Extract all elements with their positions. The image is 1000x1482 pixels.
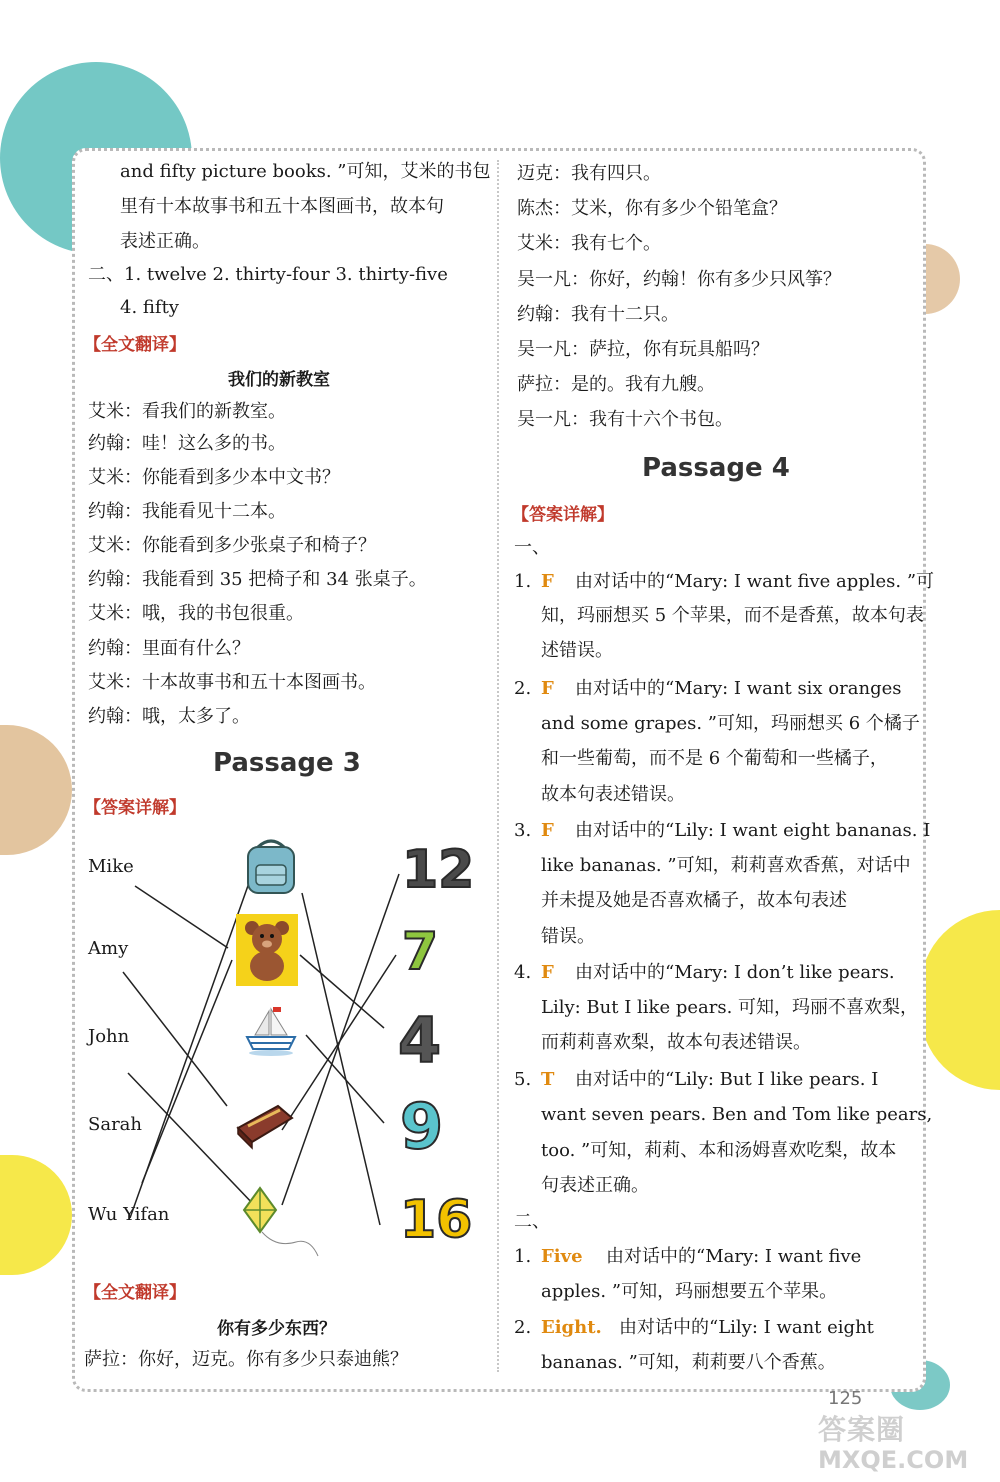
answer-mark: Five bbox=[541, 1246, 583, 1267]
dialog-line: 约翰：哇！这么多的书。 bbox=[88, 433, 286, 454]
dialog-line: 吴一凡：我有十六个书包。 bbox=[517, 409, 733, 430]
item-number: 4. bbox=[514, 962, 532, 983]
match-number: 4 bbox=[398, 1004, 442, 1077]
explanation-line: 由对话中的“Lily: But I like pears. I bbox=[575, 1069, 879, 1090]
answer-mark: T bbox=[541, 1069, 555, 1090]
explanation-line: 由对话中的“Mary: I want six oranges bbox=[575, 678, 902, 699]
watermark-logo: 答案圈 bbox=[818, 1413, 906, 1446]
dialog-line: 艾米：你能看到多少本中文书？ bbox=[88, 467, 340, 488]
section-tag-translation: 【全文翻译】 bbox=[84, 1283, 186, 1303]
explanation-line: 并未提及她是否喜欢橘子，故本句表述 bbox=[541, 890, 847, 911]
dialog-line: 萨拉：是的。我有九艘。 bbox=[517, 374, 715, 395]
match-name: John bbox=[88, 1026, 130, 1047]
explanation-line: Lily: But I like pears. 可知，玛丽不喜欢梨， bbox=[541, 997, 919, 1018]
dialog-line: 艾米：我有七个。 bbox=[517, 233, 661, 254]
passage-3-heading: Passage 3 bbox=[213, 748, 361, 778]
passage-4-heading: Passage 4 bbox=[642, 453, 790, 483]
answer-mark: F bbox=[541, 571, 554, 592]
dialog-line: 陈杰：艾米，你有多少个铅笔盒？ bbox=[517, 198, 787, 219]
toy-boat-icon bbox=[243, 1005, 299, 1057]
translation-title: 我们的新教室 bbox=[228, 370, 330, 390]
dialog-line: 约翰：我能看到 35 把椅子和 34 张桌子。 bbox=[88, 569, 427, 590]
part2-answers: 二、1. twelve 2. thirty-four 3. thirty-five bbox=[88, 264, 448, 285]
item-number: 2. bbox=[514, 1317, 532, 1338]
item-number: 1. bbox=[514, 1246, 532, 1267]
item-number: 5. bbox=[514, 1069, 532, 1090]
match-name: Wu Yifan bbox=[88, 1204, 170, 1225]
continued-text: 表述正确。 bbox=[120, 231, 210, 252]
match-number: 9 bbox=[400, 1090, 444, 1163]
answer-mark: Eight. bbox=[541, 1317, 602, 1338]
backpack-icon bbox=[240, 835, 302, 897]
translation-title: 你有多少东西？ bbox=[217, 1319, 336, 1339]
dialog-line: 艾米：哦，我的书包很重。 bbox=[88, 603, 304, 624]
match-name: Sarah bbox=[88, 1114, 142, 1135]
pencil-case-icon bbox=[234, 1100, 296, 1150]
explanation-line: bananas. ”可知，莉莉要八个香蕉。 bbox=[541, 1352, 836, 1373]
teddy-bear-icon bbox=[236, 914, 298, 986]
continued-text: 里有十本故事书和五十本图画书，故本句 bbox=[120, 196, 444, 217]
dialog-line: 吴一凡：萨拉，你有玩具船吗？ bbox=[517, 339, 769, 360]
explanation-line: 而莉莉喜欢梨，故本句表述错误。 bbox=[541, 1032, 811, 1053]
dialog-line: 约翰：我有十二只。 bbox=[517, 304, 679, 325]
explanation-line: 错误。 bbox=[541, 926, 595, 947]
dialog-line: 迈克：我有四只。 bbox=[517, 163, 661, 184]
page-number: 125 bbox=[828, 1388, 863, 1409]
kite-icon bbox=[236, 1180, 320, 1260]
match-number: 7 bbox=[402, 922, 439, 982]
explanation-line: 句表述正确。 bbox=[541, 1175, 649, 1196]
explanation-line: 述错误。 bbox=[541, 640, 613, 661]
explanation-line: 知，玛丽想买 5 个苹果，而不是香蕉，故本句表 bbox=[541, 605, 924, 626]
watermark-url: MXQE.COM bbox=[818, 1446, 969, 1474]
answer-mark: F bbox=[541, 962, 554, 983]
dialog-line: 艾米：你能看到多少张桌子和椅子？ bbox=[88, 535, 376, 556]
dialog-line: 约翰：哦，太多了。 bbox=[88, 706, 250, 727]
continued-text: and fifty picture books. ”可知，艾米的书包 bbox=[120, 161, 491, 182]
dialog-line: 吴一凡：你好，约翰！你有多少只风筝？ bbox=[517, 269, 841, 290]
explanation-line: want seven pears. Ben and Tom like pears, bbox=[541, 1104, 933, 1125]
item-number: 1. bbox=[514, 571, 532, 592]
item-number: 3. bbox=[514, 820, 532, 841]
part-label: 二、 bbox=[514, 1211, 550, 1232]
section-tag-answers: 【答案详解】 bbox=[512, 505, 614, 525]
match-number: 12 bbox=[402, 840, 475, 900]
explanation-line: 由对话中的“Lily: I want eight bananas. I bbox=[575, 820, 931, 841]
explanation-line: 由对话中的“Mary: I don’t like pears. bbox=[575, 962, 895, 983]
explanation-line: 由对话中的“Mary: I want five bbox=[606, 1246, 862, 1267]
dialog-line: 约翰：我能看见十二本。 bbox=[88, 501, 286, 522]
explanation-line: 故本句表述错误。 bbox=[541, 784, 685, 805]
answer-mark: F bbox=[541, 678, 554, 699]
match-name: Amy bbox=[88, 938, 129, 959]
dialog-line: 艾米：十本故事书和五十本图画书。 bbox=[88, 672, 376, 693]
match-number: 16 bbox=[400, 1190, 473, 1250]
dialog-line: 萨拉：你好，迈克。你有多少只泰迪熊？ bbox=[84, 1349, 408, 1370]
part2-answers: 4. fifty bbox=[120, 297, 179, 318]
dialog-line: 艾米：看我们的新教室。 bbox=[88, 401, 286, 422]
dialog-line: 约翰：里面有什么？ bbox=[88, 638, 250, 659]
explanation-line: 和一些葡萄，而不是 6 个葡萄和一些橘子， bbox=[541, 748, 888, 769]
answer-mark: F bbox=[541, 820, 554, 841]
part-label: 一、 bbox=[514, 537, 550, 558]
explanation-line: 由对话中的“Lily: I want eight bbox=[619, 1317, 874, 1338]
explanation-line: 由对话中的“Mary: I want five apples. ”可 bbox=[575, 571, 935, 592]
explanation-line: like bananas. ”可知，莉莉喜欢香蕉，对话中 bbox=[541, 855, 911, 876]
section-tag-translation: 【全文翻译】 bbox=[84, 335, 186, 355]
explanation-line: too. ”可知，莉莉、本和汤姆喜欢吃梨，故本 bbox=[541, 1140, 897, 1161]
explanation-line: and some grapes. ”可知，玛丽想买 6 个橘子 bbox=[541, 713, 920, 734]
item-number: 2. bbox=[514, 678, 532, 699]
explanation-line: apples. ”可知，玛丽想要五个苹果。 bbox=[541, 1281, 838, 1302]
section-tag-answers: 【答案详解】 bbox=[84, 798, 186, 818]
match-name: Mike bbox=[88, 856, 134, 877]
